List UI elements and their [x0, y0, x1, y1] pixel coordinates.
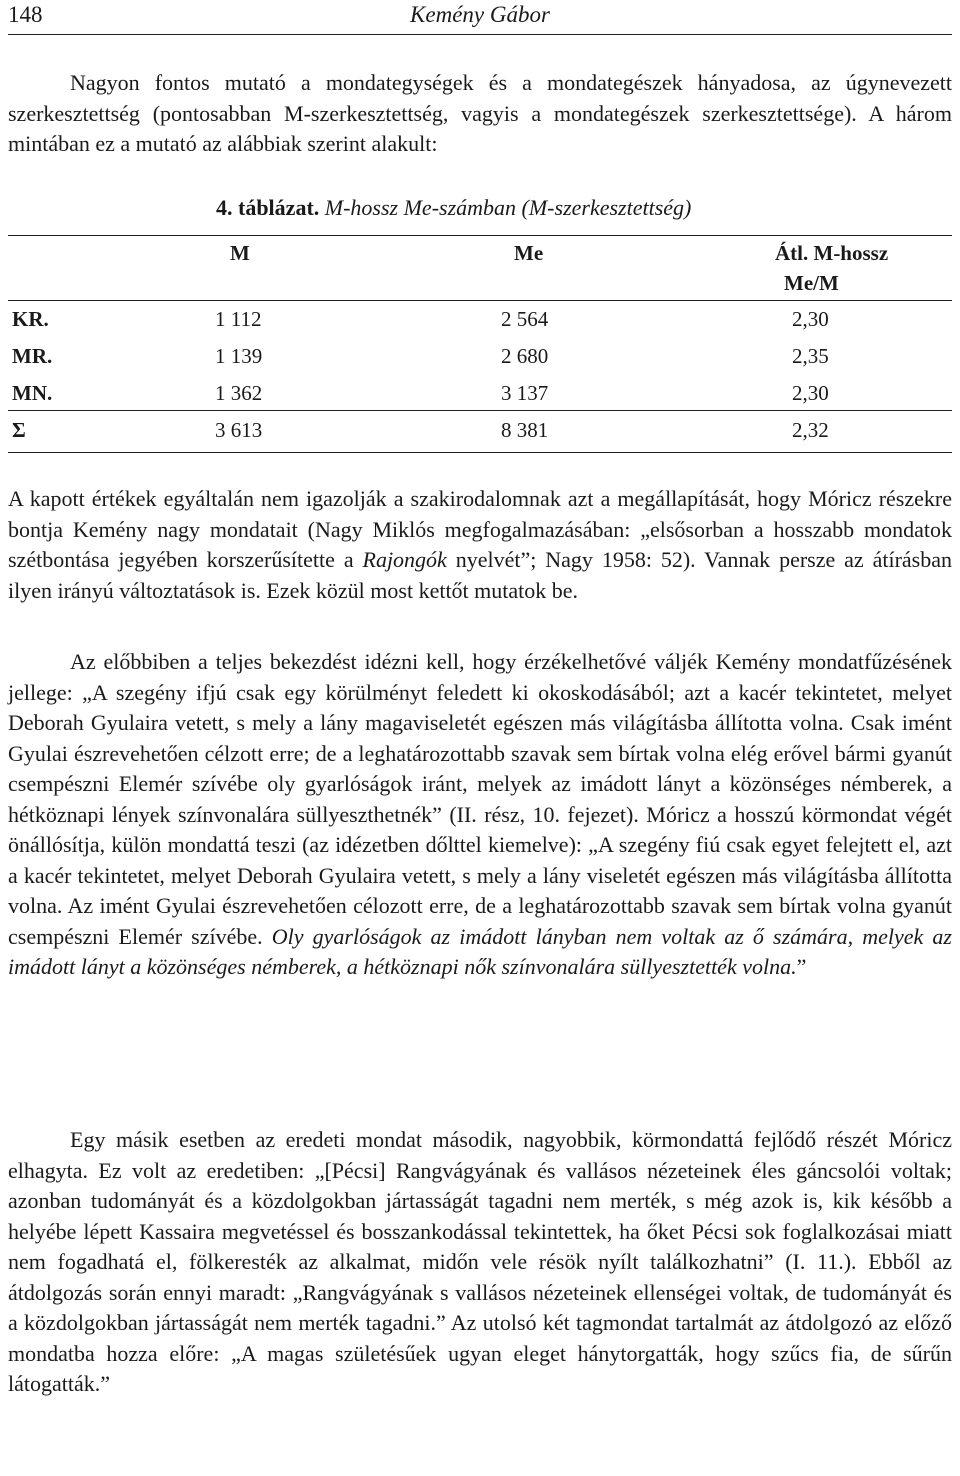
cell-mr-me: 2 680	[501, 344, 549, 368]
cell-kr-avg: 2,30	[792, 307, 829, 331]
cell-kr-m: 1 112	[215, 307, 262, 331]
cell-mr-avg: 2,35	[792, 344, 829, 368]
paragraph-1-italic-title: Rajongók	[362, 547, 447, 572]
table-bottom-rule	[8, 452, 952, 453]
cell-mr-m: 1 139	[215, 344, 263, 368]
paragraph-1-text-b: nyelvét”; Nagy 1958: 52). Vannak persze az átírásban ilyen irányú változtatások is. Ezek közül most kettőt mutatok be.	[8, 547, 952, 603]
paragraph-2-text-a: Az előbbiben a teljes bekezdést idézni kell, hogy érzékelhetővé váljék Kemény mondatfűzésének jellege: „A szegény ifjú csak egy körülményt feledett ki okoskodásából; azt a kacér tekintetet, melyet Deborah Gyulaira vetett, s mely a lány magaviseletét egészen más világításba állította volna. Csak imént Gyulai észrevehetően célzott erre; de a leghatározottabb szavak sem bírtak volna elég erővel bármi gyanút csempészni Elemér szívébe oly gyarlóságok iránt, melyek az imádott lányt a közönséges némberek, a hétköznapi lények színvonalára süllyeszthetnék” (II. rész, 10. fejezet). Móricz a hosszú körmondat végét önállósítja, külön mondattá teszi (az idézetben dőlttel kiemelve): „A szegény fiú csak egyet felejtett el, azt a kacér tekintetet, melyet Deborah Gyulaira vetett, s mely a lány viseletét egészen más világításba állította volna. Az imént Gyulai észrevehetően célozott erre, de a leghatározottabb szavak sem bírtak volna gyanút csempészni Elemér szívébe.	[8, 649, 952, 949]
column-header-me: Me	[514, 241, 544, 265]
body-paragraph-3: Egy másik esetben az eredeti mondat második, nagyobbik, körmondattá fejlődő részét Móricz elhagyta. Ez volt az eredetiben: „[Pécsi] Rangvágyának és vallásos nézeteinek éles gáncsolói voltak; azonban tudományát és a közdolgokban jártasságát tagadni nem merték, s még azok is, kik később a helyébe lépett Kassaira megvetéssel és bosszankodással tekintettek, ha őket Pécsi sok foglalkozásai miatt nem fogadhatá el, fölkeresték az alkalmat, midőn vele résök nyílt találkozhatni” (I. 11.). Ebből az átdolgozás során ennyi maradt: „Rangvágyának s vallásos nézeteinek ellenségei voltak, de tudományát és a közdolgokban jártasságát nem merték tagadni.” Az utolsó két tagmondat tartalmát az átdolgozó az előző mondatba hozza előre: „A magas születésűek ugyan eleget hánytorgatták, hogy szűcs fia, de sűrűn látogatták.”	[8, 1127, 952, 1396]
body-paragraph-1	[8, 484, 952, 606]
cell-total-me: 8 381	[501, 418, 549, 442]
page-number: 148	[8, 2, 43, 27]
cell-mn-avg: 2,30	[792, 381, 829, 405]
running-title: Kemény Gábor	[410, 2, 550, 27]
cell-mn-me: 3 137	[501, 381, 549, 405]
intro-paragraph: Nagyon fontos mutató a mondategységek és a mondategészek hányadosa, az úgynevezett szerkesztettség (pontosabban M-szerkesztettség, vagyis a mondategészek szerkesztettsége). A három mintában ez a mutató az alábbiak szerint alakult:	[8, 70, 952, 156]
cell-total-m: 3 613	[215, 418, 263, 442]
paragraph-1-text-a: A kapott értékek egyáltalán nem igazolják a szakirodalomnak azt a megállapítását, hogy Móricz részekre bontja Kemény nagy mondatait (Nagy Miklós megfogalmazásában: „elsősorban a hosszabb mondatok szétbontása jegyében korszerűsítette a	[8, 486, 952, 572]
body-paragraph-2	[8, 647, 952, 983]
column-header-avg: Átl. M-hossz	[775, 241, 889, 265]
cell-total-avg: 2,32	[792, 418, 829, 442]
row-label-mn: MN.	[12, 381, 53, 405]
row-label-mr: MR.	[12, 344, 53, 368]
paragraph-2-text-b: ”	[796, 954, 807, 979]
table-caption	[216, 195, 691, 221]
table-total-rule	[8, 410, 952, 411]
table-header-rule	[8, 300, 952, 301]
cell-kr-me: 2 564	[501, 307, 549, 331]
column-header-m: M	[230, 241, 250, 265]
table-top-rule	[8, 235, 952, 236]
row-label-kr: KR.	[12, 307, 49, 331]
column-header-avg-unit: Me/M	[784, 271, 839, 295]
running-header	[8, 0, 952, 35]
table-caption-text: M-hossz Me-számban (M-szerkesztettség)	[324, 195, 692, 220]
table-caption-label: 4. táblázat.	[216, 195, 320, 220]
cell-mn-m: 1 362	[215, 381, 263, 405]
paragraph-2-italic-quote: Oly gyarlóságok az imádott lányban nem voltak az ő számára, melyek az imádott lányt a közönséges némberek, a hétköznapi nők színvonalára süllyesztették volna.	[8, 923, 952, 979]
row-label-total: Σ	[12, 418, 26, 442]
